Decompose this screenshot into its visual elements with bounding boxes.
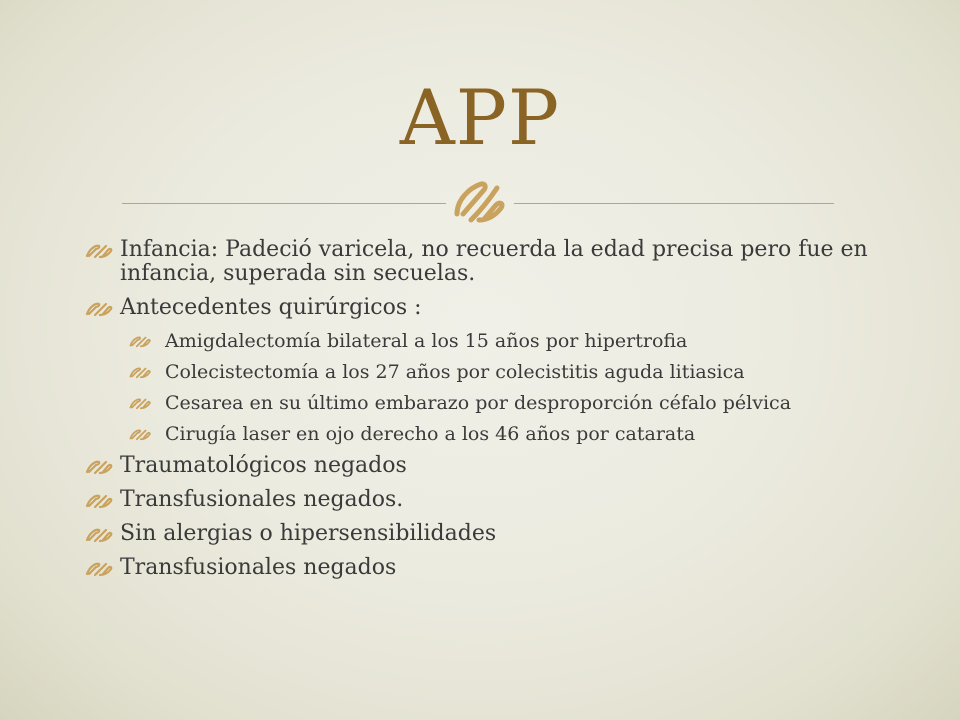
scroll-flourish-bullet-icon [84,561,114,577]
scroll-flourish-bullet-icon [128,366,152,379]
list-item-text: Infancia: Padeció varicela, no recuerda la edad precisa pero fue en infancia, superada sin secuelas. [120,237,868,286]
list-item [80,522,880,546]
list-item [80,454,880,478]
scroll-flourish-bullet-icon [84,301,114,317]
list-item [80,296,880,320]
list-item-text: Antecedentes quirúrgicos : [120,295,422,320]
scroll-flourish-bullet-icon [128,335,152,348]
sub-list-item [80,423,880,445]
list-item-text: Transfusionales negados. [120,487,404,512]
list-item-text: Sin alergias o hipersensibilidades [120,521,497,546]
scroll-flourish-bullet-icon [84,527,114,543]
title-divider-left [122,203,446,204]
sub-list-item-text: Amigdalectomía bilateral a los 15 años por hipertrofia [165,330,688,352]
scroll-flourish-bullet-icon [84,459,114,475]
scroll-flourish-bullet-icon [128,428,152,441]
slide-title: APP [399,73,561,162]
scroll-flourish-bullet-icon [128,397,152,410]
sub-list-item-text: Cesarea en su último embarazo por desproporción céfalo pélvica [165,392,792,414]
list-item [80,238,880,286]
sub-list-item-text: Colecistectomía a los 27 años por colecistitis aguda litiasica [165,361,745,383]
list-item [80,488,880,512]
title-divider-right [514,203,834,204]
list-item-text: Transfusionales negados [120,555,397,580]
sub-list-item-text: Cirugía laser en ojo derecho a los 46 años por catarata [165,423,696,445]
sub-list-item [80,392,880,414]
sub-list-item [80,330,880,352]
bullet-list [80,238,880,590]
scroll-flourish-bullet-icon [84,493,114,509]
scroll-flourish-bullet-icon [84,243,114,259]
scroll-flourish-icon [449,170,511,232]
list-item-text: Traumatológicos negados [120,453,407,478]
sub-list-item [80,361,880,383]
list-item [80,556,880,580]
